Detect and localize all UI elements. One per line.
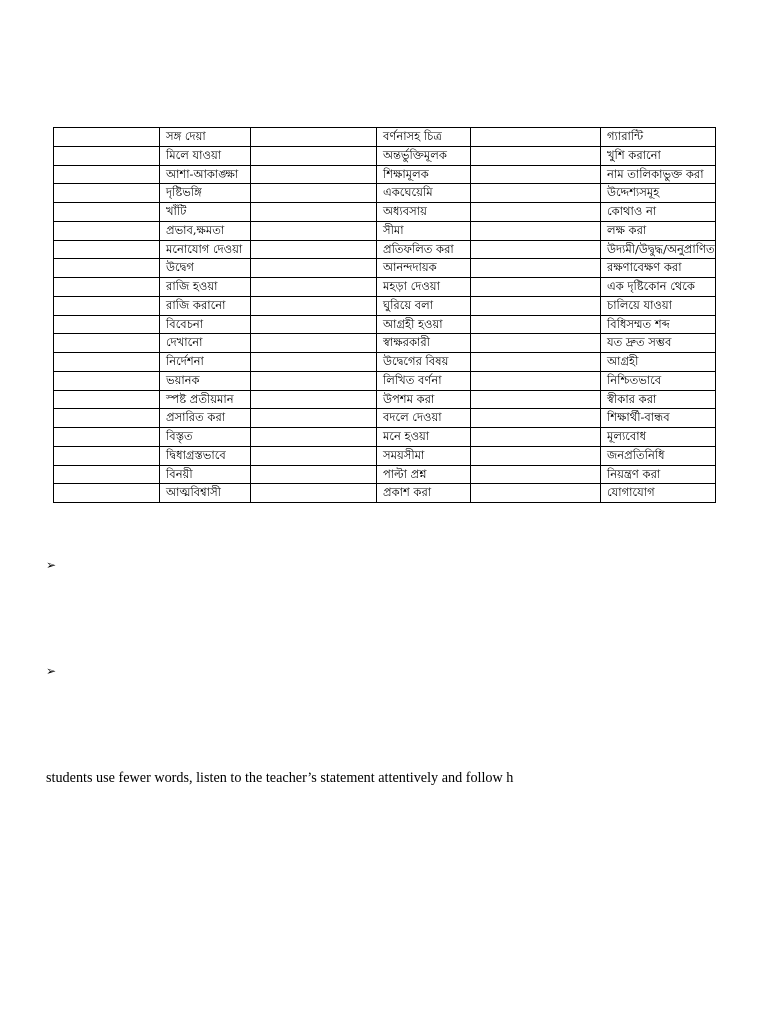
table-row xyxy=(54,465,716,484)
table-cell: অন্তর্ভুক্তিমূলক xyxy=(377,146,471,165)
table-cell xyxy=(471,484,601,503)
table-cell: বিবেচনা xyxy=(160,315,251,334)
table-cell: আনন্দদায়ক xyxy=(377,259,471,278)
table-cell: শিক্ষামূলক xyxy=(377,165,471,184)
table-cell xyxy=(471,240,601,259)
table-cell xyxy=(471,203,601,222)
table-cell xyxy=(54,353,160,372)
table-cell: প্রতিফলিত করা xyxy=(377,240,471,259)
table-cell xyxy=(54,334,160,353)
table-cell: অধ্যবসায় xyxy=(377,203,471,222)
table-cell xyxy=(471,259,601,278)
table-cell: লক্ষ করা xyxy=(601,221,716,240)
table-cell: রাজি করানো xyxy=(160,296,251,315)
table-cell xyxy=(251,278,377,297)
table-cell xyxy=(471,315,601,334)
table-cell: শিক্ষার্থী-বান্ধব xyxy=(601,409,716,428)
table-cell: জনপ্রতিনিধি xyxy=(601,446,716,465)
table-cell: গ্যারান্টি xyxy=(601,128,716,147)
table-row xyxy=(54,259,716,278)
table-cell xyxy=(251,165,377,184)
table-cell: দৃষ্টিভঙ্গি xyxy=(160,184,251,203)
table-cell: স্বাক্ষরকারী xyxy=(377,334,471,353)
table-cell: ঘুরিয়ে বলা xyxy=(377,296,471,315)
table-cell xyxy=(471,296,601,315)
table-cell xyxy=(471,334,601,353)
table-cell: বিনয়ী xyxy=(160,465,251,484)
table-cell xyxy=(54,278,160,297)
table-cell xyxy=(471,165,601,184)
table-cell xyxy=(54,428,160,447)
table-cell: ভয়ানক xyxy=(160,371,251,390)
vocabulary-table xyxy=(53,127,716,503)
table-row xyxy=(54,484,716,503)
body-paragraph: students use fewer words, listen to the teacher’s statement attentively and follow h xyxy=(46,770,514,786)
table-cell xyxy=(54,146,160,165)
table-row xyxy=(54,409,716,428)
table-cell: নিয়ন্ত্রণ করা xyxy=(601,465,716,484)
table-cell: আগ্রহী xyxy=(601,353,716,372)
table-row xyxy=(54,128,716,147)
table-cell xyxy=(471,221,601,240)
table-cell: স্বীকার করা xyxy=(601,390,716,409)
table-cell: বর্ণনাসহ চিত্র xyxy=(377,128,471,147)
table-row xyxy=(54,221,716,240)
table-cell: নিশ্চিতভাবে xyxy=(601,371,716,390)
table-cell xyxy=(471,184,601,203)
bullet-arrow-icon: ➢ xyxy=(46,664,57,678)
table-cell xyxy=(251,371,377,390)
table-cell xyxy=(471,146,601,165)
table-cell xyxy=(54,296,160,315)
table-row xyxy=(54,184,716,203)
table-cell: নির্দেশনা xyxy=(160,353,251,372)
table-cell xyxy=(54,390,160,409)
table-cell xyxy=(251,240,377,259)
table-cell xyxy=(471,278,601,297)
table-cell xyxy=(54,203,160,222)
table-cell xyxy=(251,446,377,465)
table-cell: বিস্তৃত xyxy=(160,428,251,447)
table-cell xyxy=(251,221,377,240)
table-cell: দ্বিধাগ্রস্তভাবে xyxy=(160,446,251,465)
table-cell xyxy=(54,165,160,184)
table-cell xyxy=(54,371,160,390)
bullet-arrow-icon: ➢ xyxy=(46,558,57,572)
table-cell xyxy=(251,390,377,409)
table-cell xyxy=(251,128,377,147)
table-row xyxy=(54,296,716,315)
table-cell xyxy=(471,409,601,428)
table-cell: যত দ্রুত সম্ভব xyxy=(601,334,716,353)
table-cell xyxy=(251,334,377,353)
table-cell xyxy=(251,409,377,428)
table-row xyxy=(54,203,716,222)
table-cell xyxy=(251,146,377,165)
table-cell xyxy=(54,465,160,484)
table-cell xyxy=(54,221,160,240)
table-cell: উপশম করা xyxy=(377,390,471,409)
table-cell xyxy=(251,184,377,203)
table-cell: প্রভাব,ক্ষমতা xyxy=(160,221,251,240)
table-cell xyxy=(251,296,377,315)
table-cell xyxy=(54,446,160,465)
table-cell: চালিয়ে যাওয়া xyxy=(601,296,716,315)
table-row xyxy=(54,278,716,297)
table-cell xyxy=(251,353,377,372)
table-cell: রাজি হওয়া xyxy=(160,278,251,297)
table-cell xyxy=(251,203,377,222)
table-cell: পাল্টা প্রশ্ন xyxy=(377,465,471,484)
table-cell xyxy=(54,315,160,334)
table-cell: প্রসারিত করা xyxy=(160,409,251,428)
table-row xyxy=(54,315,716,334)
table-cell: খুশি করানো xyxy=(601,146,716,165)
table-row xyxy=(54,353,716,372)
table-cell: দেখানো xyxy=(160,334,251,353)
table-cell: মনে হওয়া xyxy=(377,428,471,447)
table-cell: মনোযোগ দেওয়া xyxy=(160,240,251,259)
table-cell: বদলে দেওয়া xyxy=(377,409,471,428)
table-cell: আশা-আকাঙ্ক্ষা xyxy=(160,165,251,184)
table-cell xyxy=(471,128,601,147)
table-cell xyxy=(54,484,160,503)
table-cell xyxy=(54,184,160,203)
table-cell: মিলে যাওয়া xyxy=(160,146,251,165)
table-cell xyxy=(471,390,601,409)
table-cell: স্পষ্ট প্রতীয়মান xyxy=(160,390,251,409)
table-cell: একঘেয়েমি xyxy=(377,184,471,203)
table-cell: উদ্বেগ xyxy=(160,259,251,278)
table-cell: আত্মবিশ্বাসী xyxy=(160,484,251,503)
table-cell: লিখিত বর্ণনা xyxy=(377,371,471,390)
table-cell: বিধিসম্মত শব্দ xyxy=(601,315,716,334)
table-row xyxy=(54,165,716,184)
table-cell xyxy=(471,465,601,484)
table-cell xyxy=(471,446,601,465)
table-cell: উদ্দেশ্যসমূহ xyxy=(601,184,716,203)
table-cell: উদ্যমী/উদ্বুদ্ধ/অনুপ্রাণিত xyxy=(601,240,716,259)
table-cell xyxy=(471,353,601,372)
table-cell xyxy=(251,428,377,447)
table-row xyxy=(54,371,716,390)
table-cell: সঙ্গ দেয়া xyxy=(160,128,251,147)
table-cell: যোগাযোগ xyxy=(601,484,716,503)
table-cell: উদ্বেগের বিষয় xyxy=(377,353,471,372)
vocabulary-table-body xyxy=(54,128,716,503)
table-cell: রক্ষণাবেক্ষণ করা xyxy=(601,259,716,278)
table-cell: নাম তালিকাভুক্ত করা xyxy=(601,165,716,184)
table-cell xyxy=(251,484,377,503)
table-cell: এক দৃষ্টিকোন থেকে xyxy=(601,278,716,297)
table-row xyxy=(54,334,716,353)
table-row xyxy=(54,146,716,165)
table-cell: মহড়া দেওয়া xyxy=(377,278,471,297)
table-cell xyxy=(54,409,160,428)
table-cell: মূল্যবোধ xyxy=(601,428,716,447)
table-cell: প্রকাশ করা xyxy=(377,484,471,503)
table-cell xyxy=(471,428,601,447)
table-cell xyxy=(251,315,377,334)
table-cell xyxy=(471,371,601,390)
table-cell xyxy=(251,259,377,278)
table-row xyxy=(54,428,716,447)
table-row xyxy=(54,240,716,259)
table-cell: কোথাও না xyxy=(601,203,716,222)
table-row xyxy=(54,390,716,409)
table-cell xyxy=(54,128,160,147)
table-cell: সীমা xyxy=(377,221,471,240)
table-cell: খাঁটি xyxy=(160,203,251,222)
table-cell: আগ্রহী হওয়া xyxy=(377,315,471,334)
table-cell: সময়সীমা xyxy=(377,446,471,465)
table-cell xyxy=(54,259,160,278)
table-row xyxy=(54,446,716,465)
table-cell xyxy=(251,465,377,484)
table-cell xyxy=(54,240,160,259)
